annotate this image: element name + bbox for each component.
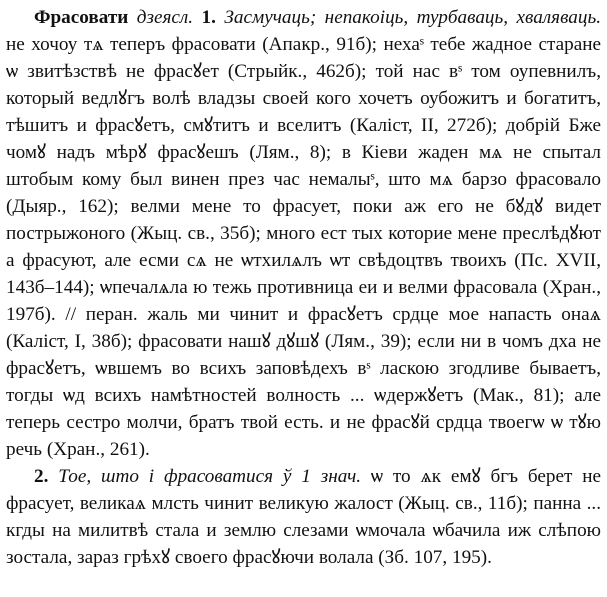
grammar-label: дзеясл. [136,7,194,28]
sense-2 [6,463,601,571]
sense-gloss: Засмучаць; непакоіць, турбаваць, хваляваць. [224,7,601,28]
sense-gloss: Тое, што і фрасоватися ў 1 знач. [58,466,362,487]
sense-citations: не хочоу тѧ теперъ фрасовати (Апакр., 91б); нехаˢ тебе жадное старане ѡ звитѣзствѣ не фрасꙋет (Стрыйк., 462б); той наc вˢ том оупевнилъ, который ведлꙋгъ волѣ владзы своей кого хочетъ оубожитъ и богатитъ, тѣшитъ и фрасꙋетъ, смꙋтитъ и вселитъ (Каліст, II, 272б); добрій Бже чомꙋ надъ мѣрꙋ фрасꙋешъ (Лям., 8); в Кіеви жаден мѧ не спытал штобым кому был винен през час немалыˢ, што мѧ барзо фрасовало (Дыяр., 162); велми мене то фрасует, поки аж его не бꙋдꙋ видет пострыжоного (Жыц. св., 35б); много ест тых которие мене преслѣдꙋют а фрасуют, але есми сѧ не ѡтхилѧлъ ѡт свѣдоцтвъ твоихъ (Пс. XVII, 143б–144); ѡпечалѧла ю тежь противница еи и велми фрасовала (Хран., 197б). // перан. жаль ми чинит и фрасꙋетъ срдце мое напасть онаѧ (Каліст, I, 38б); фрасовати нашꙋ дꙋшꙋ (Лям., 39); если ни в чомъ дха не фрасꙋетъ, ѡвшемъ во всихъ заповѣдехъ вˢ ласкою згодливе бываетъ, тогды ѡд всихъ намѣтностей волность ... ѡдержꙋетъ (Мак., 81); але теперь сестро молчи, братъ твой есть. и не фрасꙋй срдца твоегѡ ѡ тꙋю речь (Хран., 261). [6,34,601,460]
sense-citations: ѡ то ѧк емꙋ бгъ берет не фрасует, великаѧ млсть чинит великую жалост (Жыц. св., 11б); панна ... кгды на милитвѣ стала и землю слезами ѡмочала ѡбачила иж слѣпою зостала, зараз грѣхꙋ своего фрасꙋючи волала (Зб. 107, 195). [6,466,601,568]
sense-1 [6,4,601,463]
headword: Фрасовати [34,7,129,28]
sense-number: 1. [201,7,216,28]
sense-number: 2. [34,466,49,487]
